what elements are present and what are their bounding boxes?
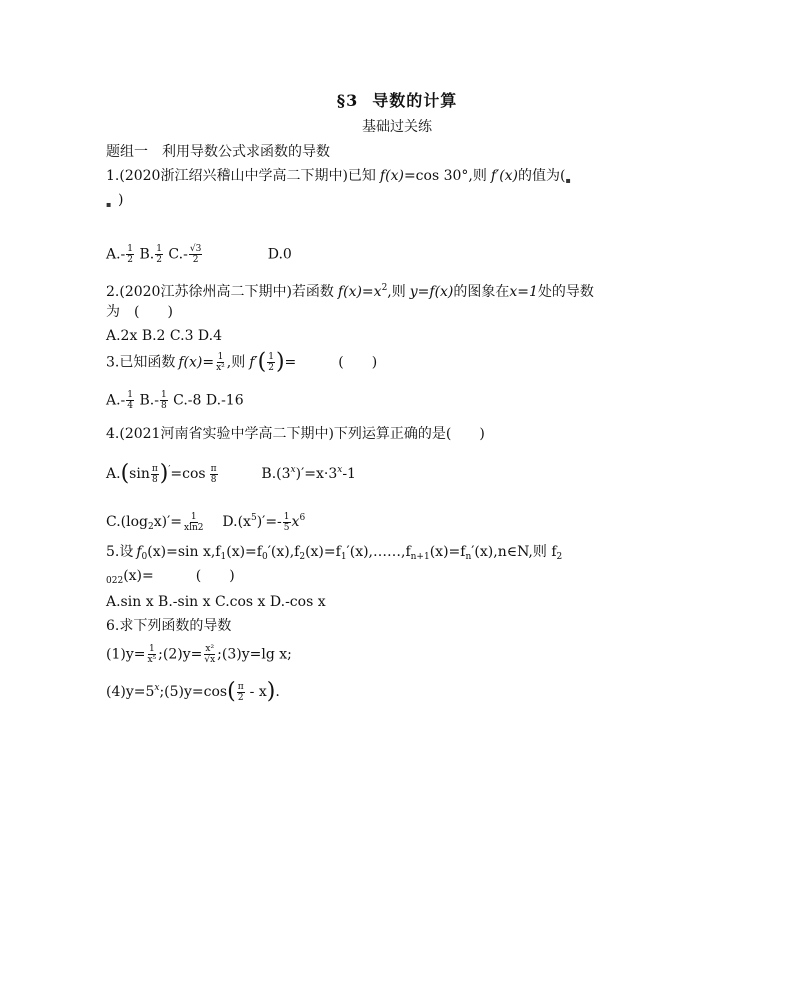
frac-4a: $\frac{\pi}{8}$: [151, 463, 158, 485]
watermark-mark-2: ▪: [106, 200, 112, 209]
frac-6-2: $\frac{\text{x²}}{√x}$: [204, 644, 216, 665]
question-1-options: A.- $\frac{1}{2}$ B. $\frac{1}{2}$ C.- $\frac{√3}{2}$ D.0: [106, 244, 292, 265]
question-6-parts-1: (1)y= $\frac{1}{\text{x⁵}}$ ;(2)y= $\frac{\text{x²}}{√x}$ ;(3)y=lg x;: [106, 644, 292, 665]
question-4-options-cd: $C.(\log_2x)'=$ $\frac{1}{xln2}$ $D.(x^5)'=-$ $\frac{1}{5}$ $x^6$: [106, 511, 306, 533]
subtitle: 基础过关练: [362, 119, 432, 135]
question-1-stem: 1.(2020浙江绍兴稽山中学高二下期中)已知 f(x)=cos 30°,则 f′(x)的值为(▪: [106, 166, 578, 186]
question-5-stem-cont: $_{022}$(x)= ( ): [106, 568, 235, 586]
frac-1c: $\frac{√3}{2}$: [189, 244, 202, 265]
question-1-stem-cont: ▪ ): [106, 192, 124, 209]
frac-3a: $\frac{1}{4}$: [127, 390, 134, 411]
frac-6-5: $\frac{\pi}{2}$: [237, 681, 244, 703]
section-title: [0, 88, 794, 111]
question-2-stem-cont: 为 ( ): [106, 304, 173, 320]
question-5-stem: 5.设 $f_0(x)=\sin$ $x,f_1(x)=f_0'(x),f_2(x)=f_1'(x),\dots\dots,f_{n+1}(x)=f_n'(x),n\in N$,则 $f_2$: [106, 544, 563, 562]
frac-4a2: $\frac{\pi}{8}$: [210, 463, 217, 485]
watermark-mark: ▪: [565, 176, 571, 185]
question-4-options-ab: A.(sin $\frac{\pi}{8}$ )′=cos $\frac{\pi}{8}$ $B.(3^x)'=x\cdot 3^x-1$: [106, 461, 356, 486]
group-heading: 题组一 利用导数公式求函数的导数: [106, 144, 330, 160]
frac-4d: $\frac{1}{5}$: [283, 511, 290, 533]
frac-3-arg: $\frac{1}{2}$: [268, 352, 274, 373]
question-5-options: A.sin x B.-sin x C.cos x D.-cos x: [106, 594, 326, 610]
frac-6-1: $\frac{1}{\text{x⁵}}$: [147, 644, 157, 665]
question-3-options: A.- $\frac{1}{4}$ B.- $\frac{1}{8}$ C.-8 D.-16: [106, 390, 244, 411]
question-2-stem: 2.(2020江苏徐州高二下期中)若函数 $f(x)=x^2$,则 y=f(x)的图象在x=1处的导数: [106, 283, 594, 300]
question-6-stem: 6.求下列函数的导数: [106, 618, 232, 634]
question-3-stem: 3.已知函数 f(x)= $\frac{1}{\text{x²}}$ ,则 f′( $\frac{1}{2}$ )= ( ): [106, 349, 378, 375]
frac-3b: $\frac{1}{8}$: [160, 390, 167, 411]
section-name: 导数的计算: [372, 91, 458, 110]
question-4-stem: 4.(2021河南省实验中学高二下期中)下列运算正确的是( ): [106, 426, 485, 442]
frac-3: $\frac{1}{\text{x²}}$: [216, 352, 225, 373]
frac-4c: $\frac{1}{xln2}$: [184, 511, 204, 533]
section-symbol: §3: [336, 91, 359, 110]
question-6-parts-2: $(4)y=5^x;(5)y=\cos$( $\frac{\pi}{2}$ - x).: [106, 679, 280, 704]
frac-1b: $\frac{1}{2}$: [156, 244, 162, 265]
frac-1a: $\frac{1}{2}$: [127, 244, 134, 265]
question-2-options: A.2x B.2 C.3 D.4: [106, 328, 223, 344]
